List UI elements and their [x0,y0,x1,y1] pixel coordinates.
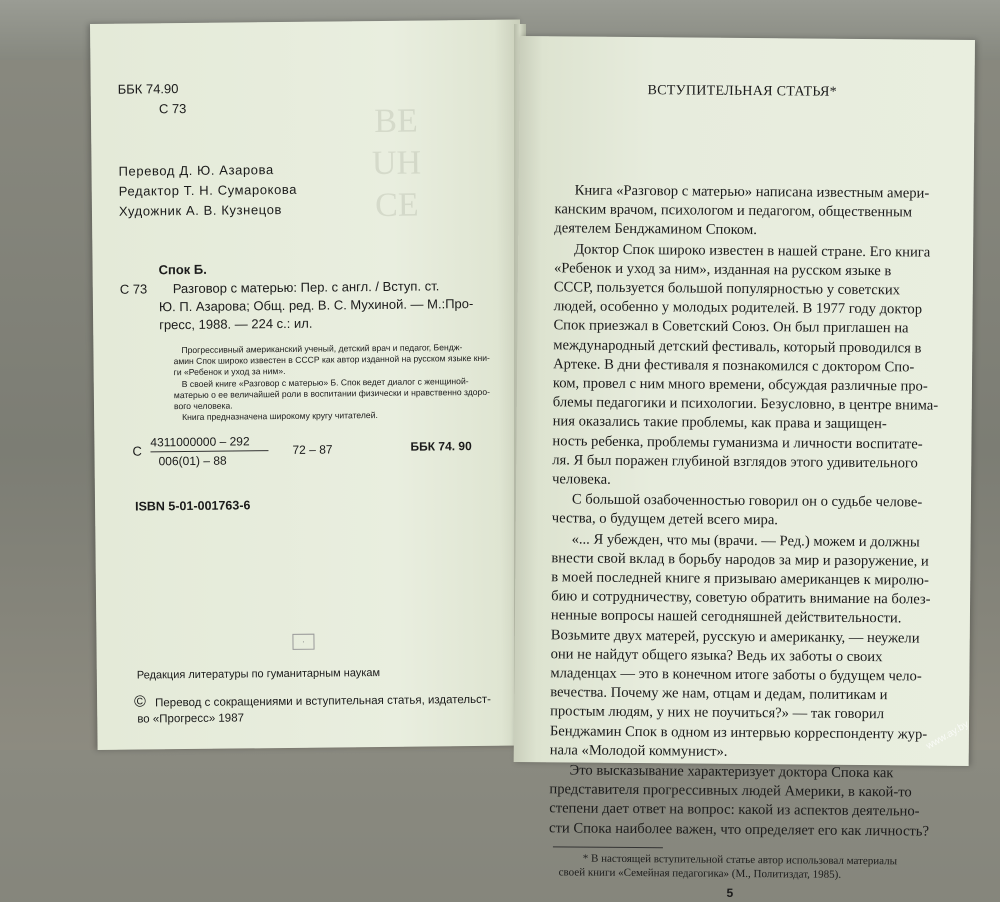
p2-line: блемы педагогики и психологии. Безусловно, в центре внима- [552,394,939,414]
p4-line: внести свой вклад в борьбу народов за мир и разоружение, и [551,550,929,570]
abstract-line-5: матерью о ее величайшей роли в воспитании физически и нравственно здоро- [173,386,491,401]
abstract-line-7: Книга предназначена широкому кругу читателей. [182,410,378,423]
p5-line: Это высказывание характеризует доктора Спока как [569,762,894,782]
abstract-line-1: Прогрессивный американский ученый, детский врач и педагог, Бендж- [181,342,463,356]
p5-line: представителя прогрессивных людей Америки, в какой-то [549,781,912,801]
p2-line: ния оказались такие проблемы, как права и защищен- [552,413,887,433]
footnote-line: * В настоящей вступительной статье автор использовал материалы [582,852,898,868]
editorial-department: Редакция литературы по гуманитарным наукам [136,666,381,682]
p1-line: деятелем Бенджамином Споком. [554,220,758,239]
right-page [514,36,975,900]
catalog-denominator: 006(01) – 88 [158,453,227,469]
footnote-line: своей книги «Семейная педагогика» (М., Политиздат, 1985). [558,866,842,881]
p4-line: они не найдут общего языка? Ведь их заботы о своих [550,646,883,665]
p2-line: ком, провел с ним много времени, обсуждая различные про- [552,375,928,395]
p2-line: людей, особенно у молодых родителей. В 1977 году доктор [553,298,923,318]
abstract-line-4: В своей книге «Разговор с матерью» Б. Спок ведет диалог с женщиной- [181,376,469,390]
bbk-top: ББК 74.90 [117,81,179,97]
p2-line: Спок приезжал в Советский Союз. Он был приглашен на [553,317,909,337]
p2-line: СССР, пользуется большой популярностью у советских [553,279,901,299]
publisher-mark: · [292,634,314,650]
article-heading: ВСТУПИТЕЛЬНАЯ СТАТЬЯ* [647,83,838,100]
p4-line: в моей последней книге я призываю американцев к миролю- [551,569,929,589]
p5-line: сти Спока наиболее важен, что определяет его как личность? [549,819,930,840]
p2-line: человека. [552,471,611,488]
p4-line: Возьмите двух матерей, русскую и американку, — неужели [550,626,920,647]
catalog-fraction-rule [150,450,268,452]
biblio-line-3: гресс, 1988. — 224 с.: ил. [159,315,313,333]
abstract-line-3: ги «Ребенок и уход за ним». [173,365,286,378]
p2-line: Артеке. В дни фестиваля я познакомился с доктором Спо- [553,356,915,376]
code-side: С 73 [119,281,148,297]
p2-line: ность ребенка, проблемы гуманизма и личности воспитате- [552,432,923,453]
footnote-rule [553,846,663,848]
p4-line: «... Я убежден, что мы (врачи. — Ред.) можем и должны [571,531,920,551]
catalog-numerator: 4311000000 – 292 [150,434,250,450]
credit-artist: Художник А. В. Кузнецов [118,202,283,219]
p1-line: канским врачом, психологом и педагогом, общественным [554,201,913,221]
abstract-line-6: вого человека. [173,400,233,412]
copyright-symbol: © [134,693,146,711]
copyright-line-2: во «Прогресс» 1987 [137,712,245,726]
p4-line: младенцах — это в конечном итоге заботы о будущем чело- [550,665,922,685]
biblio-line-2: Ю. П. Азарова; Общ. ред. В. С. Мухиной. — М.:Про- [158,296,474,315]
p2-line: ля. Я был поражен глубиной взглядов этого удивительного [552,452,918,472]
page-number: 5 [726,885,734,900]
site-watermark: www.ay.by [924,718,971,753]
author-name: Спок Б. [158,261,207,278]
catalog-range: 72 – 87 [292,442,333,457]
p4-line: нала «Молодой коммунист». [549,742,728,760]
show-through-text: BE UH CE [371,102,422,225]
left-page [90,19,528,749]
p4-line: вечества. Почему же нам, отцам и дедам, политикам и [550,684,888,704]
p3-line: чества, о будущем детей всего мира. [551,510,779,529]
isbn: ISBN 5-01-001763-6 [134,498,251,514]
catalog-prefix: С [132,443,142,459]
p4-line: Бенджамин Спок в одном из интервью корреспонденту жур- [549,722,928,743]
code-top: С 73 [158,100,187,117]
p2-line: «Ребенок и уход за ним», изданная на русском языке в [553,260,892,280]
p2-line: Доктор Спок широко известен в нашей стране. Его книга [574,241,931,261]
credit-editor: Редактор Т. Н. Сумарокова [118,181,298,199]
credit-translator: Перевод Д. Ю. Азарова [118,162,274,179]
p4-line: бию и сотрудничеству, советую обратить внимание на болез- [551,588,931,608]
biblio-line-1: Разговор с матерью: Пер. с англ. / Вступ. ст. [172,278,440,297]
p1-line: Книга «Разговор с матерью» написана известным амери- [574,182,930,202]
p3-line: С большой озабоченностью говорил он о судьбе челове- [571,491,923,511]
p5-line: степени дает ответ на вопрос: какой из аспектов деятельно- [549,800,920,820]
catalog-bbk: ББК 74. 90 [410,439,472,454]
abstract-line-2: амин Спок широко известен в СССР как автор изданной на русском языке кни- [173,352,490,367]
p2-line: международный детский фестиваль, который проводился в [553,336,922,357]
copyright-line-1: Перевод с сокращениями и вступительная статья, издательст- [155,693,492,710]
p4-line: ненные вопросы нашей сегодняшней действительности. [550,607,902,627]
p4-line: простым людям, у них не поучиться?» — так говорил [550,703,885,723]
